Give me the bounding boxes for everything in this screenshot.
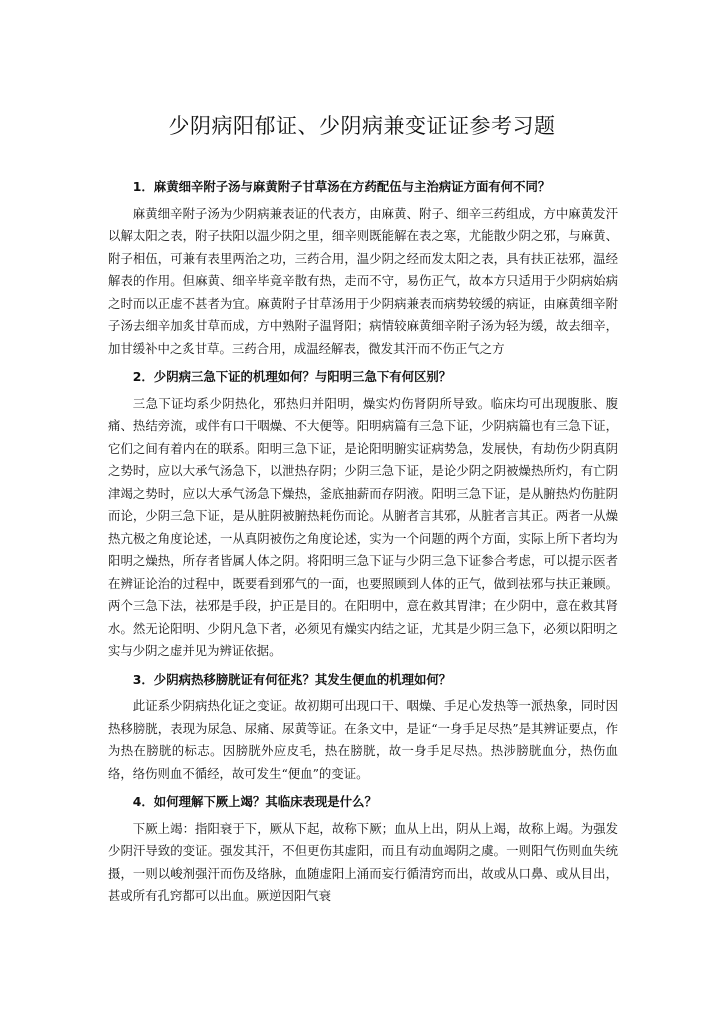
answer-text: 麻黄细辛附子汤为少阴病兼表证的代表方，由麻黄、附子、细辛三药组成，方中麻黄发汗以解太阳之表，附子扶阳以温少阴之里，细辛则既能解在表之寒，尤能散少阴之邪，与麻黄、附子相伍，可兼有表里两治之功，三药合用，温少阴之经而发太阳之表，具有扶正祛邪，温经解表的作用。但麻黄、细辛毕竟辛散有热，走而不守，易伤正气，故本方只适用于少阴病始病之时而以正虚不甚者为宜。麻黄附子甘草汤用于少阴病兼表而病势较缓的病证，由麻黄细辛附子汤去细辛加炙甘草而成，方中熟附子温肾阳；病情较麻黄细辛附子汤为轻为缓，故去细辛，加甘缓补中之炙甘草。三药合用，成温经解表，微发其汗而不伤正气之方 bbox=[108, 205, 618, 356]
answer-text: 此证系少阴病热化证之变证。故初期可出现口干、咽燥、手足心发热等一派热象，同时因热移膀胱，表现为尿急、尿痛、尿黄等证。在条文中，是证“一身手足尽热”是其辨证要点，作为热在膀胱的标志。因膀胱外应皮毛，热在膀胱，故一身手足尽热。热涉膀胱血分，热伤血络，络伤则血不循经，故可发生“便血”的变证。 bbox=[108, 698, 618, 781]
answer-text: 下厥上竭：指阳衰于下，厥从下起，故称下厥；血从上出，阴从上竭，故称上竭。为强发少阴汗导致的变证。强发其汗，不但更伤其虚阳，而且有动血竭阴之虞。一则阳气伤则血失统摄，一则以峻剂强汗而伤及络脉，血随虚阳上涌而妄行循清窍而出，故或从口鼻、或从目出，甚或所有孔窍都可以出血。厥逆因阳气衰 bbox=[108, 820, 618, 903]
question-heading: 4．如何理解下厥上竭？其临床表现是什么？ bbox=[132, 794, 377, 809]
document-body bbox=[108, 176, 618, 914]
question-block bbox=[108, 366, 618, 663]
answer-text: 三急下证均系少阴热化，邪热归并阳明，燥实灼伤肾阴所导致。临床均可出现腹胀、腹痛、热结旁流，或伴有口干咽燥、不大便等。阳明病篇有三急下证，少阴病篇也有三急下证，它们之间有着内在的联系。阳明三急下证，是论阳明腑实证病势急，发展快，有劫伤少阴真阴之势时，应以大承气汤急下，以泄热存阴；少阴三急下证，是论少阴之阴被燥热所灼，有亡阴津竭之势时，应以大承气汤急下燥热，釜底抽薪而存阴液。阳明三急下证，是从腑热灼伤脏阴而论，少阴三急下证，是从脏阴被腑热耗伤而论。从腑者言其邪，从脏者言其正。两者一从燥热亢极之角度论述，一从真阴被伤之角度论述，实为一个问题的两个方面，实际上所下者均为阳明之燥热，所存者皆属人体之阴。将阳明三急下证与少阴三急下证参合考虑，可以提示医者在辨证论治的过程中，既要看到邪气的一面，也要照顾到人体的正气，做到祛邪与扶正兼顾。两个三急下法，祛邪是手段，护正是目的。在阳明中，意在救其胃津；在少阴中，意在救其肾水。然无论阳明、少阴凡急下者，必须见有燥实内结之证，尤其是少阴三急下，必须以阳明之实与少阴之虚并见为辨证依据。 bbox=[108, 395, 618, 658]
question-heading: 2．少阴病三急下证的机理如何？与阳明三急下有何区别？ bbox=[132, 369, 452, 384]
page-title: 少阴病阳郁证、少阴病兼变证证参考习题 bbox=[168, 114, 556, 138]
question-heading: 1．麻黄细辛附子汤与麻黄附子甘草汤在方药配伍与主治病证方面有何不同？ bbox=[132, 179, 551, 194]
question-block bbox=[108, 791, 618, 908]
question-block bbox=[108, 176, 618, 360]
question-block bbox=[108, 669, 618, 786]
question-heading: 3．少阴病热移膀胱证有何征兆？其发生便血的机理如何？ bbox=[132, 671, 452, 687]
